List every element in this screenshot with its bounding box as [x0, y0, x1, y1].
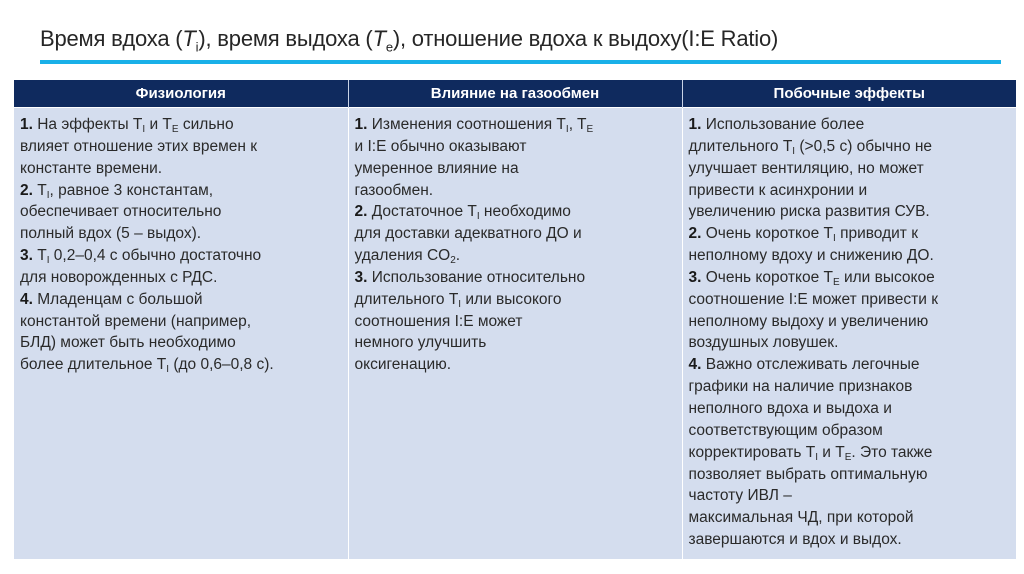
- item-number: 3.: [688, 268, 706, 286]
- cell-side-effects: [682, 108, 1016, 559]
- title-text: ), время выдоха (: [198, 26, 373, 51]
- title-ti: T: [182, 26, 196, 51]
- item-number: 1.: [20, 116, 38, 133]
- list-item-line: обеспечивает относительно: [20, 203, 222, 221]
- slide-title: [40, 26, 778, 54]
- item-number: 2.: [354, 203, 372, 221]
- title-te: T: [372, 26, 386, 51]
- list-item-line: длительного $T_I$ или высокого: [354, 290, 562, 310]
- list-item-line: газообмен.: [354, 181, 434, 199]
- list-item-line: неполному выдоху и увеличению: [688, 312, 929, 330]
- list-item-line: корректировать $T_I$ и $T_E$. Это также: [688, 443, 933, 463]
- item-number: 4.: [688, 356, 706, 374]
- list-item-line: соответствующим образом: [688, 421, 883, 439]
- list-item-line: графики на наличие признаков: [688, 378, 913, 396]
- list-item-line: константой времени (например,: [20, 312, 251, 330]
- list-item-line: увеличению риска развития СУВ.: [688, 203, 930, 221]
- item-number: 2.: [20, 181, 38, 199]
- list-item-line: позволяет выбрать оптимальную: [688, 465, 928, 483]
- title-underline: [40, 60, 1001, 64]
- list-item-line: привести к асинхронии и: [688, 181, 868, 199]
- list-item-line: улучшает вентиляцию, но может: [688, 159, 924, 177]
- list-item: 3. Использование относительно: [354, 268, 586, 286]
- list-item-line: неполному вдоху и снижению ДО.: [688, 247, 934, 265]
- table-header-row: [14, 80, 1016, 108]
- list-item: 1. На эффекты $T_I$ и $T_E$ сильно: [20, 116, 234, 135]
- list-item-line: немного улучшить: [354, 334, 487, 352]
- list-item: 2. Очень короткое $T_I$ приводит к: [688, 225, 918, 245]
- list-item-line: БЛД) может быть необходимо: [20, 334, 236, 352]
- list-item: 1. Использование более: [688, 116, 865, 133]
- header-physiology: Физиология: [14, 80, 348, 108]
- list-item-line: завершаются и вдох и выдох.: [688, 531, 902, 549]
- item-number: 4.: [20, 290, 38, 308]
- title-text: Время вдоха (: [40, 26, 183, 51]
- list-item: 4. Важно отслеживать легочные: [688, 356, 920, 374]
- list-item-line: для доставки адекватного ДО и: [354, 225, 582, 243]
- comparison-table: [14, 80, 1016, 559]
- cell-gas-exchange: [348, 108, 682, 559]
- cell-physiology: [14, 108, 348, 559]
- title-text: ), отношение вдоха к выдоху(I:E Ratio): [392, 26, 779, 51]
- list-item-line: частоту ИВЛ –: [688, 487, 792, 505]
- item-number: 3.: [354, 268, 372, 286]
- table-row: [14, 108, 1016, 559]
- list-item-line: влияет отношение этих времен к: [20, 137, 258, 155]
- item-number: 1.: [688, 116, 706, 133]
- title-te-sub: e: [385, 39, 393, 55]
- list-item-line: максимальная ЧД, при которой: [688, 509, 914, 527]
- list-item-line: умеренное влияние на: [354, 159, 519, 177]
- list-item: 3. $T_I$ 0,2–0,4 с обычно достаточно: [20, 247, 262, 267]
- list-item-line: соотношения I:E может: [354, 312, 523, 330]
- list-item-line: неполного вдоха и выдоха и: [688, 399, 892, 417]
- list-item-line: соотношение I:E может привести к: [688, 290, 938, 308]
- list-item-line: константе времени.: [20, 159, 163, 177]
- list-item-line: длительного $T_I$ (>0,5 с) обычно не: [688, 137, 933, 157]
- list-item: 2. $T_I$, равное 3 константам,: [20, 181, 214, 201]
- item-number: 2.: [688, 225, 706, 243]
- list-item-line: и I:E обычно оказывают: [354, 137, 527, 155]
- title-ti-sub: i: [195, 39, 199, 55]
- list-item-line: оксигенацию.: [354, 356, 452, 374]
- list-item: 2. Достаточное $T_I$ необходимо: [354, 203, 571, 223]
- list-item: 4. Младенцам с большой: [20, 290, 203, 308]
- list-item-line: для новорожденных с РДС.: [20, 268, 218, 286]
- list-item-line: более длительное $T_I$ (до 0,6–0,8 с).: [20, 356, 274, 376]
- list-item: 3. Очень короткое $T_E$ или высокое: [688, 268, 935, 288]
- header-side-effects: Побочные эффекты: [682, 80, 1016, 108]
- list-item: 1. Изменения соотношения $T_I$, $T_E$: [354, 116, 594, 135]
- item-number: 1.: [354, 116, 372, 133]
- header-gas-exchange: Влияние на газообмен: [348, 80, 682, 108]
- item-number: 3.: [20, 247, 38, 265]
- list-item-line: полный вдох (5 – выдох).: [20, 225, 202, 243]
- list-item-line: воздушных ловушек.: [688, 334, 839, 352]
- list-item-line: удаления $CO_2$.: [354, 247, 461, 267]
